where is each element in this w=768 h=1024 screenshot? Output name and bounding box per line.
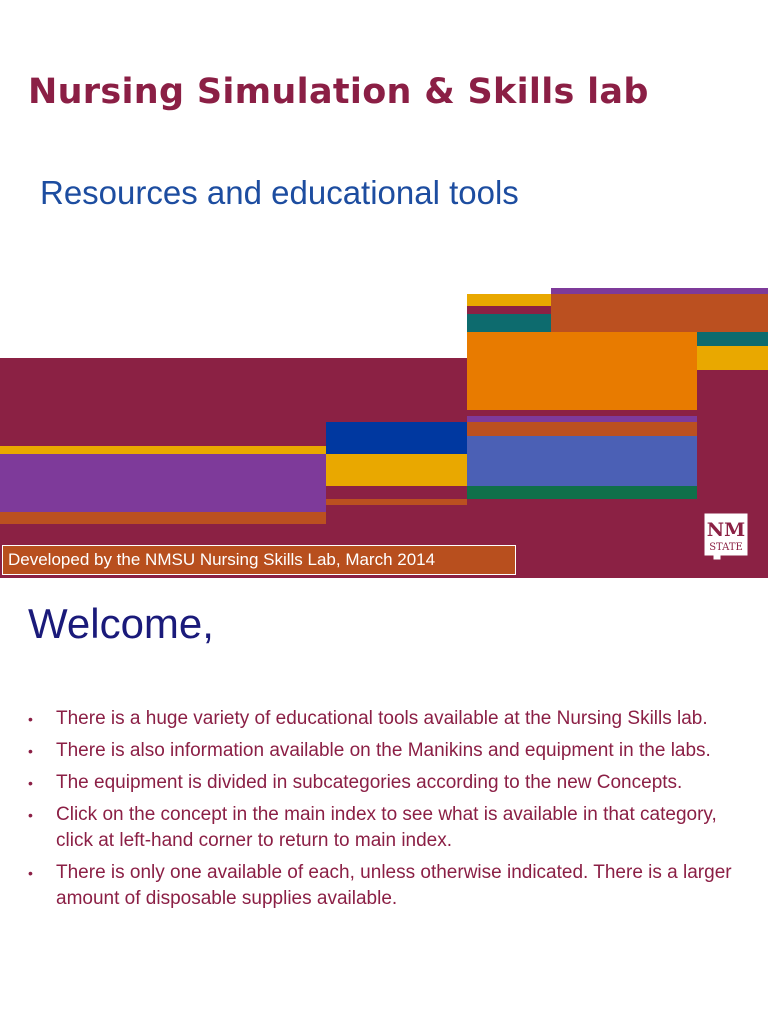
block-teal-top — [467, 314, 551, 332]
list-item — [28, 738, 758, 764]
bullet-text: The equipment is divided in subcategories according to the new Concepts. — [56, 772, 683, 793]
stripe-rust-center — [467, 422, 697, 436]
block-rust-top — [551, 294, 768, 332]
block-teal-right — [697, 332, 768, 346]
list-item — [28, 706, 758, 732]
credit-banner: Developed by the NMSU Nursing Skills Lab, March 2014 — [2, 545, 516, 575]
bullet-text: There is also information available on the Manikins and equipment in the labs. — [56, 740, 711, 761]
block-gold-right — [697, 346, 768, 370]
nm-state-logo — [703, 512, 749, 562]
stripe-maroon-top — [467, 306, 551, 314]
stripe-rust-mid — [326, 499, 467, 505]
stripe-rust-left — [0, 512, 326, 524]
bullet-icon: • — [28, 743, 33, 759]
bullet-icon: • — [28, 807, 33, 823]
block-orange — [467, 332, 697, 410]
block-periwinkle — [467, 436, 697, 486]
list-item — [28, 802, 758, 854]
stripe-gold-left — [0, 446, 326, 454]
bullet-icon: • — [28, 711, 33, 727]
page-subtitle: Resources and educational tools — [40, 174, 519, 211]
bullet-text: There is only one available of each, unless otherwise indicated. There is a larger amount of disposable supplies available. — [56, 862, 732, 909]
stripe-green — [467, 486, 697, 499]
welcome-heading: Welcome, — [28, 600, 214, 647]
bullet-text: Click on the concept in the main index to see what is available in that category, click at left-hand corner to return to main index. — [56, 804, 717, 851]
bullet-icon: • — [28, 775, 33, 791]
bullet-icon: • — [28, 865, 33, 881]
logo-state-text: STATE — [709, 542, 743, 553]
list-item — [28, 770, 758, 796]
bullet-text: There is a huge variety of educational tools available at the Nursing Skills lab. — [56, 708, 708, 729]
page-title: Nursing Simulation & Skills lab — [28, 72, 649, 112]
decorative-banner — [0, 288, 768, 578]
logo-nm-text: NM — [706, 519, 746, 541]
stripe-gold-top — [467, 294, 551, 306]
block-blue-mid — [326, 422, 467, 454]
list-item — [28, 860, 758, 912]
block-gold-mid — [326, 454, 467, 486]
info-bullet-list — [28, 706, 758, 918]
stripe-purple-left — [0, 454, 326, 512]
